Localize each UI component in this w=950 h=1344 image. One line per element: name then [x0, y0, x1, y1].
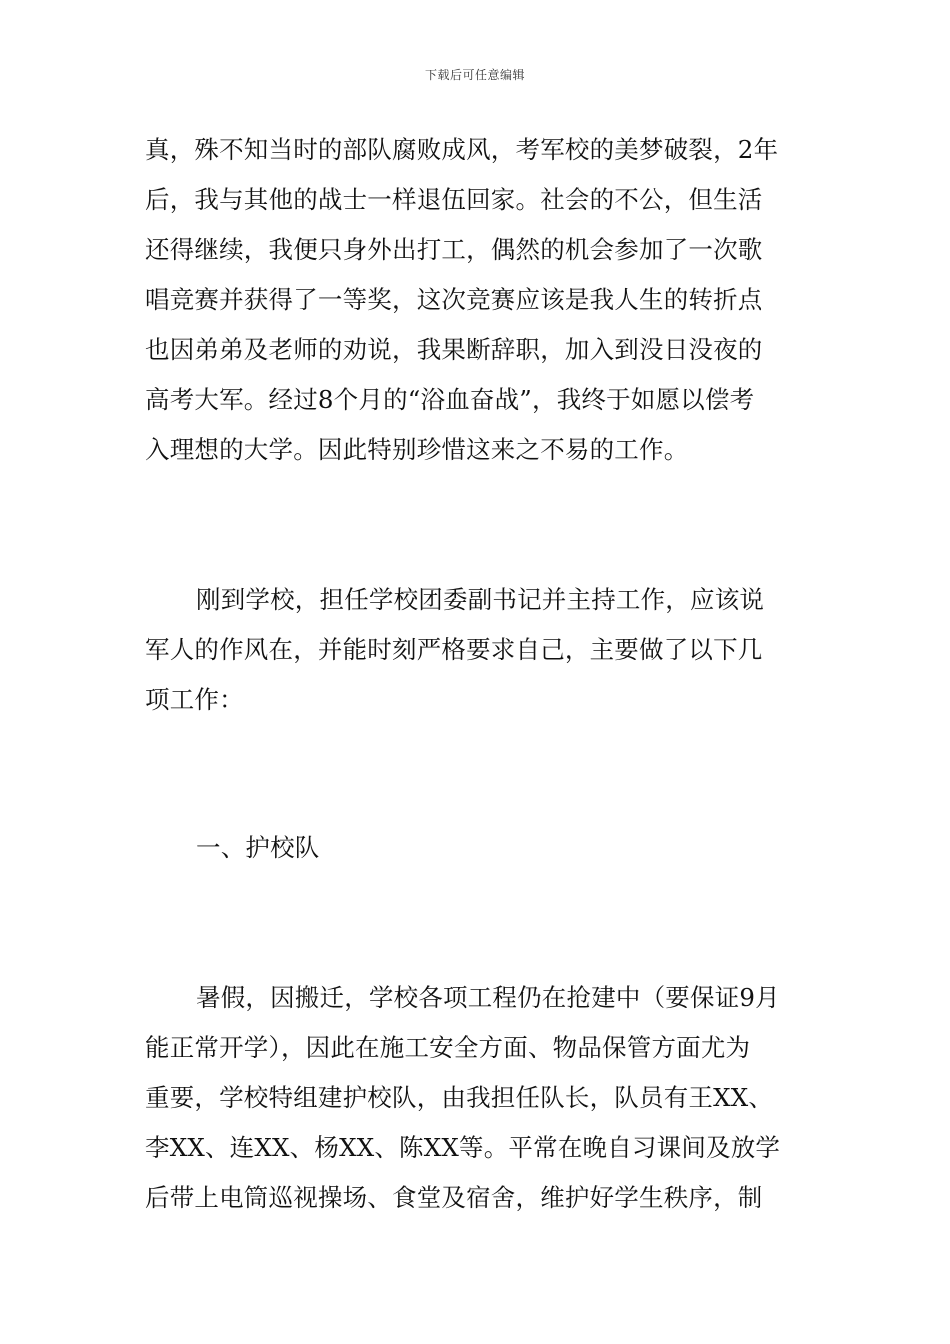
paragraph-line: 后，我与其他的战士一样退伍回家。社会的不公，但生活 [145, 185, 763, 214]
paragraph-line: 真，殊不知当时的部队腐败成风，考军校的美梦破裂，2年 [145, 135, 779, 164]
paragraph-line: 后带上电筒巡视操场、食堂及宿舍，维护好学生秩序，制 [145, 1183, 763, 1212]
paragraph-line: 高考大军。经过8个月的“浴血奋战”，我终于如愿以偿考 [145, 385, 755, 414]
paragraph-line: 项工作： [145, 685, 244, 714]
paragraph-line: 暑假，因搬迁，学校各项工程仍在抢建中（要保证9月 [196, 983, 780, 1012]
paragraph-line: 入理想的大学。因此特别珍惜这来之不易的工作。 [145, 435, 689, 464]
section-heading: 一、护校队 [196, 833, 320, 862]
paragraph-line: 重要，学校特组建护校队，由我担任队长，队员有王XX、 [145, 1083, 774, 1112]
paragraph-line: 李XX、连XX、杨XX、陈XX等。平常在晚自习课间及放学 [145, 1133, 781, 1162]
paragraph-line: 也因弟弟及老师的劝说，我果断辞职，加入到没日没夜的 [145, 335, 763, 364]
paragraph-line: 唱竞赛并获得了一等奖，这次竞赛应该是我人生的转折点 [145, 285, 763, 314]
paragraph-line: 还得继续，我便只身外出打工，偶然的机会参加了一次歌 [145, 235, 763, 264]
header-note: 下载后可任意编辑 [424, 68, 525, 82]
paragraph-line: 能正常开学），因此在施工安全方面、物品保管方面尤为 [145, 1033, 751, 1062]
paragraph-line: 军人的作风在，并能时刻严格要求自己，主要做了以下几 [145, 635, 763, 664]
paragraph-line: 刚到学校，担任学校团委副书记并主持工作，应该说 [196, 585, 765, 614]
